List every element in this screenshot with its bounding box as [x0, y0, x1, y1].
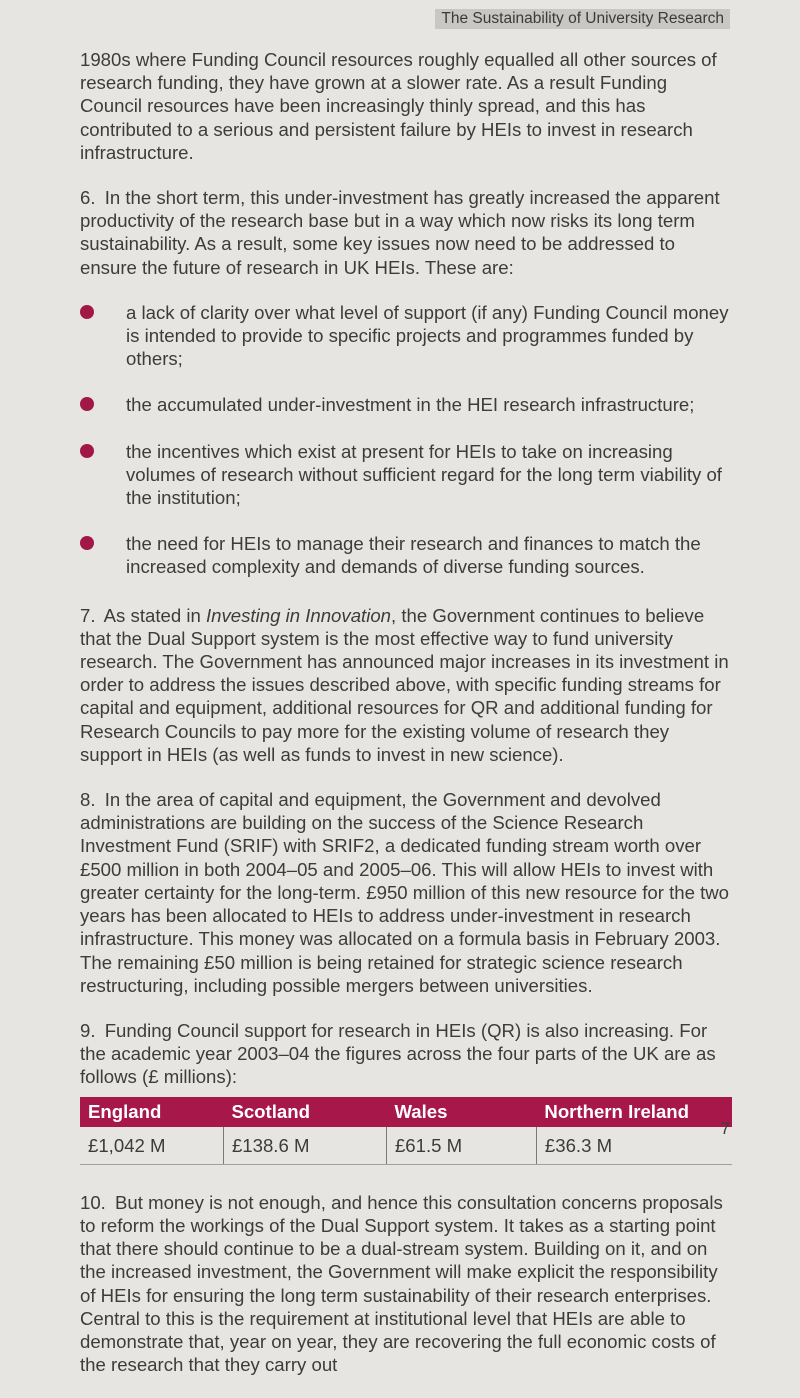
paragraph-number: 9.	[80, 1019, 96, 1041]
list-item-text: the incentives which exist at present for HEIs to take on increasing volumes of research without sufficient regard for the long term viability of the institution;	[126, 440, 722, 509]
paragraph-text: Funding Council support for research in HEIs (QR) is also increasing. For the academic year 2003–04 the figures across the four parts of the UK are as follows (£ millions):	[80, 1019, 716, 1088]
paragraph-text: In the short term, this under-investment has greatly increased the apparent productivity of the research base but in a way which now risks its long term sustainability. As a result, some key issues now need to be addressed to ensure the future of research in UK HEIs. These are:	[80, 187, 720, 278]
cell-wales: £61.5 M	[386, 1127, 536, 1165]
list-item	[80, 440, 732, 510]
paragraph-text: But money is not enough, and hence this consultation concerns proposals to reform the workings of the Dual Support system. It takes as a starting point that there should continue to be a dual-stream system. Building on it, and on the increased investment, the Government will make explicit the responsibility of HEIs for ensuring the long term sustainability of their research enterprises. Central to this is the requirement at institutional level that HEIs are able to demonstrate that, year on year, they are recovering the full economic costs of the research that they carry out	[80, 1191, 723, 1376]
bullet-dot-icon	[80, 305, 94, 319]
paragraph-8	[80, 788, 732, 997]
table-row	[80, 1127, 732, 1165]
paragraph-7	[80, 604, 732, 766]
paragraph-text: In the area of capital and equipment, the Government and devolved administrations are building on the success of the Science Research Investment Fund (SRIF) with SRIF2, a dedicated funding stream worth over £500 million in both 2004–05 and 2005–06. This will allow HEIs to invest with greater certainty for the long-term. £950 million of this new resource for the two years has been allocated to HEIs to address under-investment in research infrastructure. This money was allocated on a formula basis in February 2003. The remaining £50 million is being retained for strategic science research restructuring, including possible mergers between universities.	[80, 789, 730, 996]
paragraph-number: 10.	[80, 1191, 106, 1213]
list-item	[80, 532, 732, 578]
bullet-dot-icon	[80, 536, 94, 550]
paragraph-number: 8.	[80, 789, 96, 811]
document-body	[80, 48, 732, 1398]
paragraph-6	[80, 186, 732, 279]
list-item-text: the accumulated under-investment in the HEI research infrastructure;	[126, 394, 695, 416]
paragraph-text-pre: As stated in	[103, 604, 206, 626]
paragraph-number: 6.	[80, 187, 96, 209]
column-header-northern-ireland: Northern Ireland	[536, 1097, 732, 1127]
column-header-wales: Wales	[386, 1097, 536, 1127]
cell-northern-ireland: £36.3 M	[536, 1127, 732, 1165]
paragraph-9	[80, 1019, 732, 1089]
running-header: The Sustainability of University Research	[435, 9, 730, 29]
qr-funding-table	[80, 1097, 732, 1165]
key-issues-list	[80, 301, 732, 579]
list-item-text: a lack of clarity over what level of support (if any) Funding Council money is intended to provide to specific projects and programmes funded by others;	[126, 301, 729, 370]
column-header-scotland: Scotland	[223, 1097, 386, 1127]
page-number: 7	[720, 1119, 730, 1138]
table-header-row	[80, 1097, 732, 1127]
list-item	[80, 301, 732, 371]
list-item	[80, 393, 732, 416]
bullet-dot-icon	[80, 444, 94, 458]
bullet-dot-icon	[80, 397, 94, 411]
list-item-text: the need for HEIs to manage their research and finances to match the increased complexity and demands of diverse funding sources.	[126, 533, 701, 578]
paragraph-10	[80, 1191, 732, 1377]
paragraph-number: 7.	[80, 604, 96, 626]
paragraph-continued: 1980s where Funding Council resources roughly equalled all other sources of research funding, they have grown at a slower rate. As a result Funding Council resources have been increasingly thinly spread, and this has contributed to a serious and persistent failure by HEIs to invest in research infrastructure.	[80, 49, 717, 163]
paragraph-text-post: , the Government continues to believe that the Dual Support system is the most effective way to fund university research. The Government has announced major increases in its investment in order to address the issues described above, with specific funding streams for capital and equipment, additional resources for QR and additional funding for Research Councils to pay more for the existing volume of research they support in HEIs (as well as funds to invest in new science).	[80, 604, 729, 765]
cell-scotland: £138.6 M	[223, 1127, 386, 1165]
publication-title: Investing in Innovation	[205, 604, 392, 626]
cell-england: £1,042 M	[80, 1127, 223, 1165]
column-header-england: England	[80, 1097, 223, 1127]
